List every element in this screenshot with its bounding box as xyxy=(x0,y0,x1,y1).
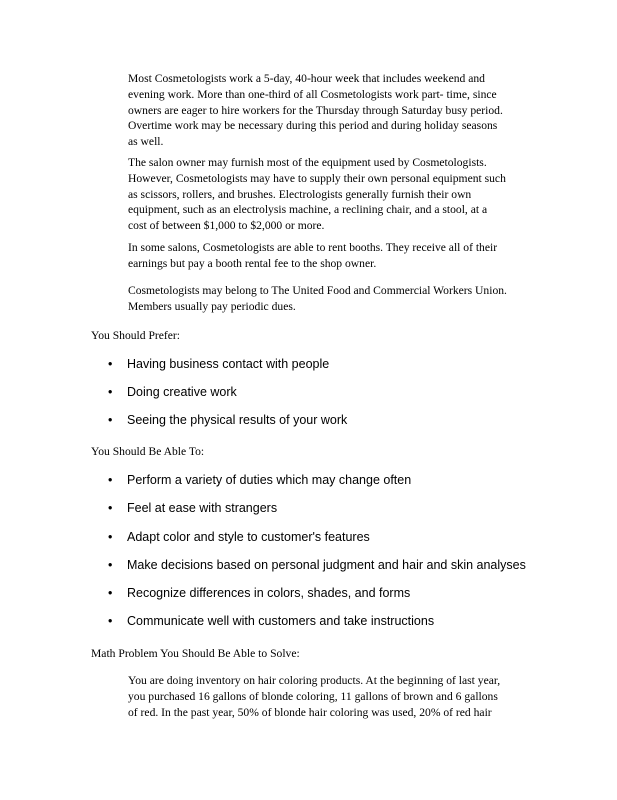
bullet-icon: • xyxy=(108,357,113,371)
list-item xyxy=(108,384,568,402)
list-item xyxy=(108,557,568,575)
paragraph-union: Cosmetologists may belong to The United Food and Commercial Workers Union. Members usually pay periodic dues. xyxy=(128,284,507,313)
list-item-text: Doing creative work xyxy=(127,385,237,399)
list-item-text: Communicate well with customers and take instructions xyxy=(127,614,435,628)
list-item-text: Having business contact with people xyxy=(127,357,330,371)
list-item xyxy=(108,613,568,631)
heading-you-should-prefer: You Should Prefer: xyxy=(91,329,181,342)
list-item xyxy=(108,412,568,430)
bullet-icon: • xyxy=(108,501,113,515)
list-item xyxy=(108,472,568,490)
bullet-icon: • xyxy=(108,473,113,487)
list-item-text: Adapt color and style to customer's features xyxy=(127,530,370,544)
bullet-icon: • xyxy=(108,586,113,600)
list-item-text: Recognize differences in colors, shades, and forms xyxy=(127,586,411,600)
bullet-icon: • xyxy=(108,614,113,628)
heading-math-problem: Math Problem You Should Be Able to Solve: xyxy=(91,647,300,660)
bullet-icon: • xyxy=(108,558,113,572)
heading-you-should-be-able-to: You Should Be Able To: xyxy=(91,445,205,458)
list-item xyxy=(108,356,568,374)
bullet-icon: • xyxy=(108,385,113,399)
list-item-text: Seeing the physical results of your work xyxy=(127,413,348,427)
paragraph-equipment: The salon owner may furnish most of the equipment used by Cosmetologists. However, Cosmetologists may have to supply their own personal equipment such as scissors, rollers, and brushes. Electrologists generally furnish their own equipment, such as an electrolysis machine, a reclining chair, and a stool, at a cost of between $1,000 to $2,000 or more. xyxy=(128,156,506,233)
bullet-icon: • xyxy=(108,413,113,427)
paragraph-math-problem: You are doing inventory on hair coloring products. At the beginning of last year, you purchased 16 gallons of blonde coloring, 11 gallons of brown and 6 gallons of red. In the past year, 50% of blonde hair coloring was used, 20% of red hair xyxy=(128,674,501,719)
bullet-icon: • xyxy=(108,530,113,544)
list-item xyxy=(108,585,568,603)
list-item xyxy=(108,500,568,518)
list-item-text: Feel at ease with strangers xyxy=(127,501,278,515)
list-item xyxy=(108,529,568,547)
list-item-text: Make decisions based on personal judgment and hair and skin analyses xyxy=(127,558,526,572)
paragraph-work-schedule: Most Cosmetologists work a 5-day, 40-hour week that includes weekend and evening work. More than one-third of all Cosmetologists work part- time, since owners are eager to hire workers for the Thursday through Saturday busy period. Overtime work may be necessary during this period and during holiday seasons as well. xyxy=(128,72,503,149)
list-item-text: Perform a variety of duties which may change often xyxy=(127,473,412,487)
paragraph-booth-rental: In some salons, Cosmetologists are able to rent booths. They receive all of their earnings but pay a booth rental fee to the shop owner. xyxy=(128,241,498,270)
